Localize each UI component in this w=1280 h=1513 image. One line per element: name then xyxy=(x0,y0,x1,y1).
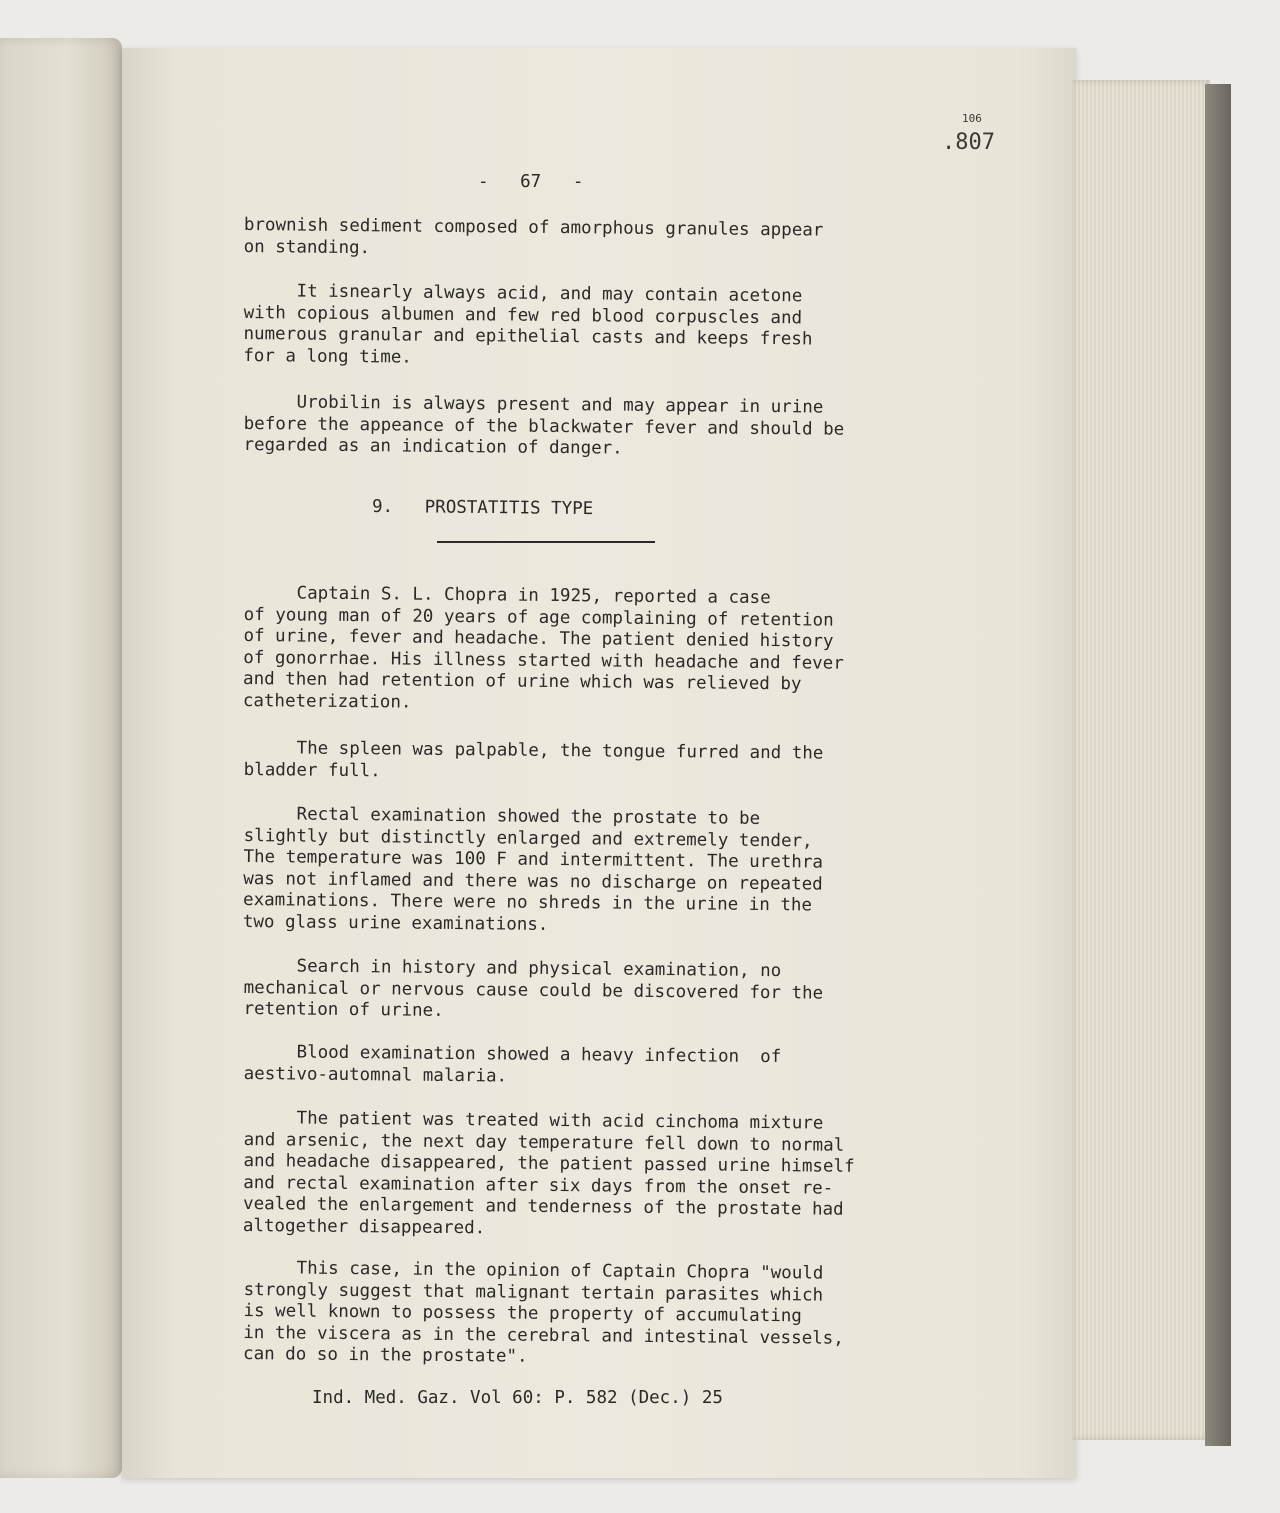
text-line: It isnearly always acid, and may contain acetone xyxy=(243,281,803,307)
text-line: slightly but distinctly enlarged and extremely tender, xyxy=(243,825,813,851)
page-number: - 67 - xyxy=(478,172,584,192)
text-line: The patient was treated with acid cinchoma mixture xyxy=(243,1108,824,1134)
text-line: and arsenic, the next day temperature fell down to normal xyxy=(243,1129,845,1156)
text-line: on standing. xyxy=(243,236,371,258)
paragraph-8 xyxy=(244,1042,1004,1092)
text-line: numerous granular and epithelial casts and keeps fresh xyxy=(243,323,813,350)
left-page-edge xyxy=(0,38,122,1478)
text-line: The spleen was palpable, the tongue furred and the xyxy=(243,738,824,764)
section-heading: 9. PROSTATITIS TYPE xyxy=(371,496,594,520)
text-line: The temperature was 100 F and intermittent. The urethra xyxy=(243,846,824,873)
text-line: in the viscera as in the cerebral and intestinal vessels, xyxy=(243,1322,844,1349)
text-line: Blood examination showed a heavy infection of xyxy=(243,1042,782,1068)
text-line: with copious albumen and few red blood corpuscles and xyxy=(243,302,803,328)
paragraph-7 xyxy=(243,956,1004,1028)
text-line: for a long time. xyxy=(243,345,412,368)
text-line: examinations. There were no shreds in the urine in the xyxy=(242,889,813,916)
text-line: Search in history and physical examination, no xyxy=(243,956,782,982)
book-cover-edge xyxy=(1205,84,1231,1446)
text-line: retention of urine. xyxy=(243,998,444,1021)
folio-number: .807 xyxy=(942,130,995,155)
text-line: Urobilin is always present and may appear in urine xyxy=(243,392,824,418)
text-line: aestivo-automnal malaria. xyxy=(243,1063,508,1087)
text-line: and headache disappeared, the patient passed urine himself xyxy=(243,1150,855,1177)
paragraph-1 xyxy=(244,215,1004,265)
paragraph-4 xyxy=(243,583,1004,719)
text-line: can do so in the prostate". xyxy=(242,1343,528,1367)
text-line: regarded as an indication of danger. xyxy=(243,434,623,459)
paragraph-6 xyxy=(243,804,1004,940)
paragraph-5 xyxy=(244,738,1004,788)
text-line: two glass urine examinations. xyxy=(242,911,549,935)
heading-underline xyxy=(437,541,655,543)
page-block-edges xyxy=(1072,80,1210,1440)
text-line: before the appeance of the blackwater fever and should be xyxy=(243,413,845,440)
text-line: altogether disappeared. xyxy=(242,1215,486,1238)
text-line: Rectal examination showed the prostate to be xyxy=(243,804,761,829)
text-line: catheterization. xyxy=(242,690,412,713)
text-line: strongly suggest that malignant tertain parasites which xyxy=(243,1279,824,1306)
stamp-small-number: 106 xyxy=(962,112,982,125)
paragraph-3 xyxy=(243,392,1004,464)
text-line: is well known to possess the property of accumulating xyxy=(243,1300,802,1327)
text-line: mechanical or nervous cause could be discovered for the xyxy=(243,977,824,1004)
text-line: of urine, fever and headache. The patient denied history xyxy=(243,625,834,652)
text-line: brownish sediment composed of amorphous granules appear xyxy=(243,215,824,241)
paragraph-9 xyxy=(243,1108,1004,1244)
text-line: and rectal examination after six days from the onset re- xyxy=(243,1172,834,1199)
text-line: bladder full. xyxy=(243,759,381,781)
paragraph-2 xyxy=(243,281,1004,374)
text-line: of young man of 20 years of age complaining of retention xyxy=(243,604,834,631)
footnote-citation: Ind. Med. Gaz. Vol 60: P. 582 (Dec.) 25 xyxy=(312,1388,723,1408)
paragraph-10 xyxy=(243,1258,1004,1373)
text-line: vealed the enlargement and tenderness of the prostate had xyxy=(242,1193,844,1220)
text-line: was not inflamed and there was no discharge on repeated xyxy=(243,868,823,895)
text-line: Captain S. L. Chopra in 1925, reported a case xyxy=(243,583,771,609)
text-line: of gonorrhae. His illness started with headache and fever xyxy=(243,647,844,674)
text-line: and then had retention of urine which was relieved by xyxy=(242,668,802,695)
text-line: This case, in the opinion of Captain Chopra "would xyxy=(243,1258,824,1284)
